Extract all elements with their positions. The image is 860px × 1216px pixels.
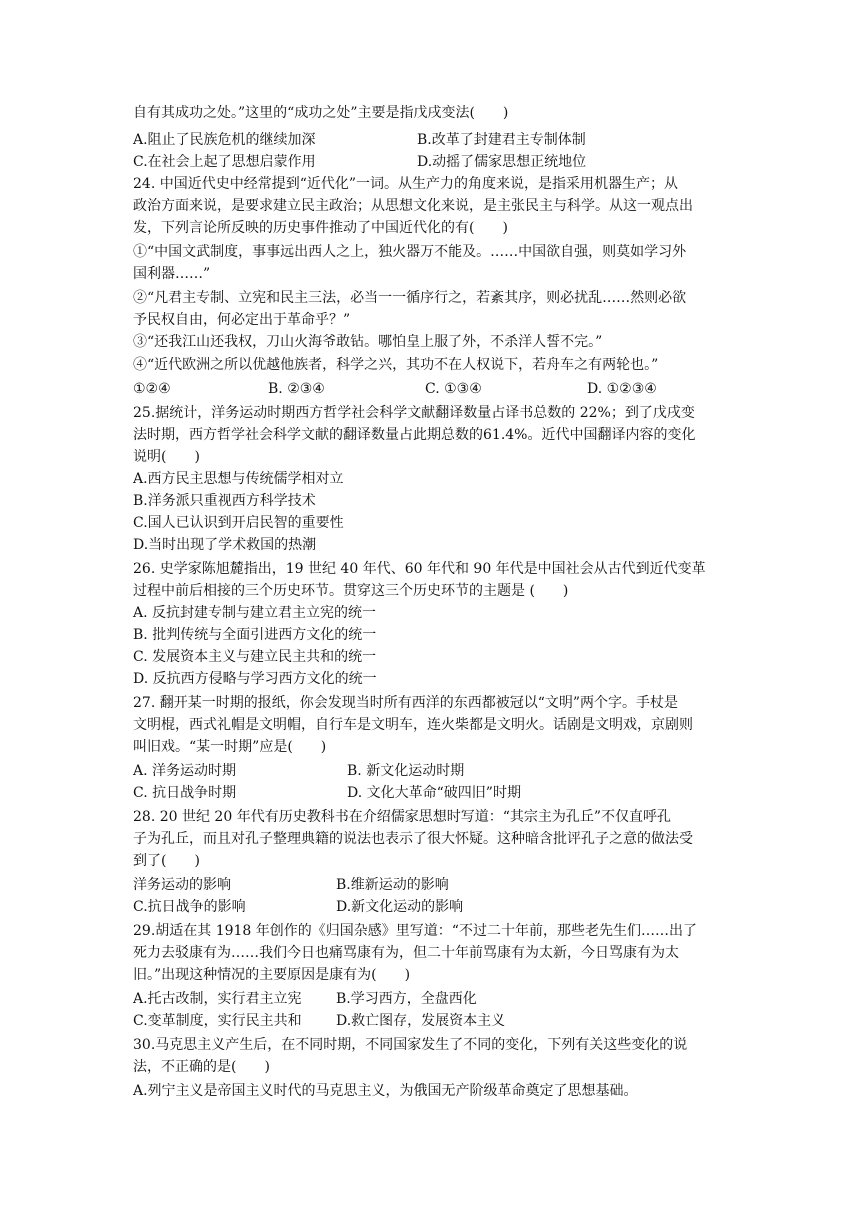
q25-option-a: A.西方民主思想与传统儒学相对立: [133, 471, 344, 487]
q28-option-d: D.新文化运动的影响: [336, 899, 464, 915]
q24-stem-line: 24. 中国近代史中经常提到“近代化”一词。从生产力的角度来说，是指采用机器生产；从: [133, 176, 679, 192]
q24-quote-line: 予民权自由，何必定出于革命乎？”: [133, 312, 351, 328]
q26-stem-line: 过程中前后相接的三个历史环节。贯穿这三个历史环节的主题是 ( ): [133, 583, 569, 599]
q25-option-c: C.国人已认识到开启民智的重要性: [133, 515, 344, 531]
q25-stem-line: 25.据统计，洋务运动时期西方哲学社会科学文献翻译数量占译书总数的 22%；到了戊戌变: [133, 405, 695, 421]
q26-option-a: A. 反抗封建专制与建立君主立宪的统一: [133, 605, 377, 621]
q23-option-d: D.动摇了儒家思想正统地位: [417, 154, 587, 170]
q24-quote-line: ①“中国文武制度，事事远出西人之上，独火器万不能及。……中国欲自强，则莫如学习外: [133, 244, 687, 260]
q25-option-d: D.当时出现了学术救国的热潮: [133, 537, 317, 553]
q29-option-b: B.学习西方，全盘西化: [336, 991, 477, 1007]
q30-stem-line: 法，不正确的是( ): [133, 1059, 270, 1075]
q27-option-a: A. 洋务运动时期: [133, 763, 237, 779]
q29-stem-line: 死力去驳康有为……我们今日也痛骂康有为，但二十年前骂康有为太新，今日骂康有为太: [133, 945, 679, 961]
q27-stem-line: 27. 翻开某一时期的报纸，你会发现当时所有西洋的东西都被冠以“文明”两个字。手杖是: [133, 695, 679, 711]
q24-option-a: ①②④: [133, 381, 171, 397]
q27-stem-line: 文明棍，西式礼帽是文明帽，自行车是文明车，连火柴都是文明火。话剧是文明戏，京剧则: [133, 717, 693, 733]
q24-option-c: C. ①③④: [425, 381, 482, 397]
q30-option-a: A.列宁主义是帝国主义时代的马克思主义，为俄国无产阶级革命奠定了思想基础。: [133, 1083, 638, 1099]
q23-option-a: A.阻止了民族危机的继续加深: [133, 132, 316, 148]
q24-stem-line: 政治方面来说，是要求建立民主政治；从思想文化来说，是主张民主与科学。从这一观点出: [133, 198, 693, 214]
q24-quote-line: ②“凡君主专制、立宪和民主三法，必当一一循序行之，若紊其序，则必扰乱……然则必欲: [133, 290, 687, 306]
q24-option-d: D. ①②③④: [587, 381, 657, 397]
q24-stem-line: 发，下列言论所反映的历史事件推动了中国近代化的有( ): [133, 220, 508, 236]
q27-stem-line: 叫旧戏。“某一时期”应是( ): [133, 739, 327, 755]
q24-option-b: B. ②③④: [268, 381, 325, 397]
q26-option-b: B. 批判传统与全面引进西方文化的统一: [133, 627, 377, 643]
q25-option-b: B.洋务派只重视西方科学技术: [133, 493, 316, 509]
q25-stem-line: 法时期，西方哲学社会科学文献的翻译数量占此期总数的61.4%。近代中国翻译内容的变化: [133, 427, 696, 443]
q25-stem-line: 说明( ): [133, 449, 200, 465]
q28-stem-line: 到了( ): [133, 853, 200, 869]
q24-quote-line: ③“还我江山还我权，刀山火海爷敢钻。哪怕皇上服了外，不杀洋人誓不完。”: [133, 334, 603, 350]
q29-option-d: D.救亡图存，发展资本主义: [336, 1013, 506, 1029]
q27-option-b: B. 新文化运动时期: [347, 763, 465, 779]
q29-option-a: A.托古改制，实行君主立宪: [133, 991, 302, 1007]
q26-option-c: C. 发展资本主义与建立民主共和的统一: [133, 649, 377, 665]
q23-option-c: C.在社会上起了思想启蒙作用: [133, 154, 316, 170]
q29-option-c: C.变革制度，实行民主共和: [133, 1013, 302, 1029]
q24-quote-line: 国利器……”: [133, 266, 211, 282]
q28-stem-line: 28. 20 世纪 20 年代有历史教科书在介绍儒家思想时写道：“其宗主为孔丘”不仅直呼孔: [133, 809, 672, 825]
q29-stem-line: 旧。”出现这种情况的主要原因是康有为( ): [133, 967, 411, 983]
q28-option-a: 洋务运动的影响: [133, 877, 231, 893]
q27-option-c: C. 抗日战争时期: [133, 785, 237, 801]
q26-stem-line: 26. 史学家陈旭麓指出，19 世纪 40 年代、60 年代和 90 年代是中国社会从古代到近代变革: [133, 561, 706, 577]
q23-option-b: B.改革了封建君主专制体制: [417, 132, 586, 148]
q24-quote-line: ④“近代欧洲之所以优越他族者，科学之兴，其功不在人权说下，若舟车之有两轮也。”: [133, 357, 659, 373]
q26-option-d: D. 反抗西方侵略与学习西方文化的统一: [133, 671, 377, 687]
q28-option-b: B.维新运动的影响: [336, 877, 449, 893]
q23-stem-continued: 自有其成功之处。”这里的“成功之处”主要是指戊戌变法( ): [133, 105, 509, 121]
q30-stem-line: 30.马克思主义产生后，在不同时期，不同国家发生了不同的变化，下列有关这些变化的说: [133, 1037, 688, 1053]
q29-stem-line: 29.胡适在其 1918 年创作的《归国杂感》里写道：“不过二十年前，那些老先生们……出了: [133, 923, 697, 939]
q27-option-d: D. 文化大革命“破四旧”时期: [347, 785, 521, 801]
q28-stem-line: 子为孔丘，而且对孔子整理典籍的说法也表示了很大怀疑。这种暗含批评孔子之意的做法受: [133, 831, 693, 847]
q28-option-c: C.抗日战争的影响: [133, 899, 246, 915]
